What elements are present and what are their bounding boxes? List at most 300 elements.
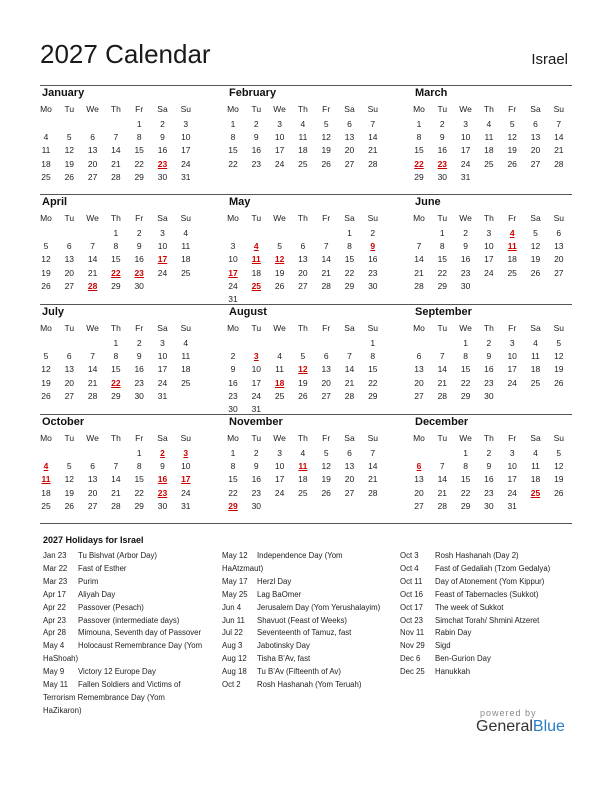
day-cell: 8 xyxy=(439,241,445,252)
weekday-header: Fr xyxy=(135,104,144,114)
day-cell: 13 xyxy=(87,145,98,156)
holiday-date: Mar 22 xyxy=(43,563,68,573)
day-cell: 15 xyxy=(228,474,238,485)
day-cell: 14 xyxy=(321,254,331,265)
day-cell: 12 xyxy=(64,145,75,156)
month-name: January xyxy=(42,87,85,99)
weekday-header: We xyxy=(459,433,472,443)
day-cell: 3 xyxy=(509,448,515,458)
holiday-row xyxy=(222,589,380,602)
holiday-date: May 4 xyxy=(43,641,65,651)
day-cell: 14 xyxy=(87,364,98,375)
holiday-row xyxy=(400,550,550,563)
weekday-header: Su xyxy=(367,213,378,223)
day-cell: 8 xyxy=(113,351,119,362)
weekday-header: Tu xyxy=(251,104,262,114)
day-cell: 29 xyxy=(368,390,378,401)
day-cell: 15 xyxy=(414,145,424,156)
day-cell: 17 xyxy=(251,377,262,388)
day-cell: 24 xyxy=(484,267,494,278)
day-cell: 17 xyxy=(181,145,191,156)
holiday-name: Simchat Torah/ Shmini Atzeret xyxy=(435,615,540,625)
holiday-name: Fallen Soldiers and Victims of xyxy=(78,680,181,690)
day-cell: 16 xyxy=(134,364,144,375)
weekday-header: Mo xyxy=(40,104,52,114)
day-cell: 30 xyxy=(251,500,262,511)
weekday-header: Su xyxy=(553,104,564,114)
day-cell: 29 xyxy=(344,280,355,291)
day-cell: 12 xyxy=(554,461,564,472)
weekday-header: Sa xyxy=(344,323,355,333)
weekday-header: Su xyxy=(180,104,191,114)
day-cell: 10 xyxy=(507,461,517,472)
weekday-header: Su xyxy=(553,213,564,223)
holiday-row xyxy=(222,666,380,679)
weekday-header: Sa xyxy=(344,213,355,223)
day-cell: 31 xyxy=(181,500,191,511)
holiday-row xyxy=(222,576,380,589)
day-cell: 6 xyxy=(533,119,538,129)
holiday-day: 11 xyxy=(298,461,308,472)
weekday-header: Su xyxy=(367,323,378,333)
day-cell: 8 xyxy=(230,461,236,472)
day-cell: 28 xyxy=(554,158,564,169)
day-cell: 23 xyxy=(460,267,471,278)
day-cell: 11 xyxy=(531,461,540,472)
day-cell: 9 xyxy=(160,132,165,143)
holiday-name: Passover (intermediate days) xyxy=(78,615,180,625)
holiday-row xyxy=(222,653,380,666)
day-cell: 14 xyxy=(368,461,378,472)
holiday-day: 4 xyxy=(253,241,259,252)
holiday-day: 23 xyxy=(134,267,144,278)
day-cell: 28 xyxy=(414,280,424,291)
day-cell: 22 xyxy=(437,267,448,278)
day-cell: 7 xyxy=(439,351,445,362)
day-cell: 19 xyxy=(64,487,75,498)
day-cell: 1 xyxy=(416,119,422,129)
day-cell: 10 xyxy=(507,351,517,362)
holiday-date: Oct 2 xyxy=(222,680,241,690)
day-cell: 15 xyxy=(460,364,471,375)
holiday-name: Day of Atonement (Yom Kippur) xyxy=(435,576,545,586)
holiday-row xyxy=(43,563,202,576)
day-cell: 21 xyxy=(87,377,98,388)
holiday-date: Apr 23 xyxy=(43,615,66,625)
day-cell: 1 xyxy=(113,228,119,238)
day-cell: 8 xyxy=(463,351,468,362)
day-cell: 18 xyxy=(41,487,51,498)
month-name: July xyxy=(42,306,65,318)
day-cell: 20 xyxy=(414,377,424,388)
day-cell: 2 xyxy=(463,228,468,238)
day-cell: 11 xyxy=(298,132,308,143)
day-cell: 12 xyxy=(507,132,517,143)
day-cell: 26 xyxy=(64,500,75,511)
day-cell: 5 xyxy=(66,132,72,143)
day-cell: 13 xyxy=(64,254,75,265)
holiday-day: 17 xyxy=(157,254,168,265)
day-cell: 26 xyxy=(321,487,331,498)
day-cell: 13 xyxy=(298,254,308,265)
holiday-day: 3 xyxy=(253,351,259,362)
day-cell: 6 xyxy=(66,351,72,362)
holiday-name: Jabotinsky Day xyxy=(257,641,310,651)
weekday-header: Su xyxy=(180,323,191,333)
day-cell: 29 xyxy=(437,280,448,291)
day-cell: 20 xyxy=(64,267,75,278)
day-cell: 16 xyxy=(157,145,168,156)
month-name: September xyxy=(415,306,472,318)
day-cell: 26 xyxy=(41,280,51,291)
day-cell: 22 xyxy=(228,158,238,169)
day-cell: 3 xyxy=(463,119,468,129)
day-cell: 8 xyxy=(136,132,142,143)
holiday-row xyxy=(222,563,380,576)
day-cell: 27 xyxy=(414,500,424,511)
day-cell: 22 xyxy=(460,487,471,498)
weekday-header: Sa xyxy=(157,104,168,114)
day-cell: 24 xyxy=(157,377,168,388)
day-cell: 10 xyxy=(181,461,191,472)
holiday-date: Apr 22 xyxy=(43,602,66,612)
day-cell: 15 xyxy=(228,145,238,156)
day-cell: 9 xyxy=(439,132,445,143)
day-cell: 1 xyxy=(230,448,236,458)
weekday-header: We xyxy=(86,213,99,223)
holiday-name: Herzl Day xyxy=(257,576,292,586)
day-cell: 28 xyxy=(437,390,448,401)
day-cell: 3 xyxy=(183,119,189,129)
weekday-header: Tu xyxy=(437,323,448,333)
day-cell: 10 xyxy=(157,241,168,252)
day-cell: 30 xyxy=(368,280,378,291)
holiday-day: 29 xyxy=(228,500,238,511)
weekday-header: Su xyxy=(367,433,378,443)
holiday-name: Rosh Hashanah (Day 2) xyxy=(435,551,519,560)
day-cell: 6 xyxy=(90,132,95,143)
month-name: February xyxy=(229,87,277,99)
weekday-header: Sa xyxy=(530,213,541,223)
day-cell: 11 xyxy=(181,241,191,252)
day-cell: 14 xyxy=(414,254,424,265)
day-cell: 8 xyxy=(370,351,376,362)
holiday-name: Sigd xyxy=(435,641,451,651)
day-cell: 25 xyxy=(507,267,517,278)
holiday-name: Holocaust Remembrance Day (Yom xyxy=(78,641,203,651)
holiday-name: Fast of Esther xyxy=(78,563,127,573)
day-cell: 7 xyxy=(416,241,422,252)
holiday-date: Dec 25 xyxy=(400,667,425,677)
holidays-title: 2027 Holidays for Israel xyxy=(43,535,144,545)
holiday-date: May 9 xyxy=(43,667,65,677)
weekday-header: Th xyxy=(110,323,121,333)
holiday-row xyxy=(400,589,550,602)
holiday-date: Nov 11 xyxy=(400,628,425,638)
day-cell: 27 xyxy=(64,390,75,401)
holiday-day: 11 xyxy=(41,474,51,485)
holiday-name: Rosh Hashanah (Yom Teruah) xyxy=(257,680,362,690)
day-cell: 19 xyxy=(554,364,564,375)
weekday-header: Fr xyxy=(322,104,331,114)
day-cell: 6 xyxy=(347,448,352,458)
day-cell: 15 xyxy=(111,364,121,375)
day-cell: 14 xyxy=(111,474,121,485)
day-cell: 20 xyxy=(344,474,355,485)
weekday-header: Tu xyxy=(64,323,75,333)
day-cell: 19 xyxy=(321,474,331,485)
weekday-header: Mo xyxy=(40,213,52,223)
day-cell: 2 xyxy=(253,119,259,129)
day-cell: 30 xyxy=(437,171,448,182)
day-cell: 2 xyxy=(136,338,142,348)
weekday-header: Th xyxy=(483,433,494,443)
day-cell: 27 xyxy=(321,390,331,401)
day-cell: 7 xyxy=(370,119,376,129)
day-cell: 1 xyxy=(136,119,142,129)
day-cell: 10 xyxy=(228,254,238,265)
day-cell: 24 xyxy=(181,158,191,169)
day-cell: 5 xyxy=(43,351,49,362)
day-cell: 21 xyxy=(437,487,448,498)
holiday-row xyxy=(400,627,550,640)
day-cell: 10 xyxy=(274,461,285,472)
holiday-day: 17 xyxy=(181,474,191,485)
holiday-day: 25 xyxy=(251,280,262,291)
day-cell: 15 xyxy=(344,254,355,265)
day-cell: 26 xyxy=(298,390,308,401)
section-divider xyxy=(40,414,572,415)
powered-by-label: powered by xyxy=(480,708,537,718)
day-cell: 2 xyxy=(160,119,165,129)
section-divider xyxy=(40,85,572,86)
holiday-day: 28 xyxy=(87,280,98,291)
day-cell: 5 xyxy=(533,228,538,238)
holiday-date: Oct 17 xyxy=(400,602,423,612)
day-cell: 7 xyxy=(347,351,352,362)
day-cell: 21 xyxy=(437,377,448,388)
day-cell: 19 xyxy=(321,145,331,156)
month-name: November xyxy=(229,416,283,428)
holiday-day: 11 xyxy=(251,254,261,265)
day-cell: 18 xyxy=(181,254,191,265)
day-cell: 29 xyxy=(111,390,121,401)
day-cell: 13 xyxy=(344,461,355,472)
day-cell: 14 xyxy=(87,254,98,265)
weekday-header: Tu xyxy=(64,433,75,443)
holiday-row xyxy=(43,615,202,628)
day-cell: 3 xyxy=(277,448,282,458)
day-cell: 25 xyxy=(41,500,51,511)
holiday-name: Fast of Gedaliah (Tzom Gedalya) xyxy=(435,563,551,573)
day-cell: 28 xyxy=(437,500,448,511)
day-cell: 26 xyxy=(321,158,331,169)
weekday-header: We xyxy=(459,213,472,223)
day-cell: 23 xyxy=(251,158,262,169)
holiday-day: 22 xyxy=(414,158,424,169)
day-cell: 30 xyxy=(157,171,168,182)
holiday-day: 18 xyxy=(274,377,285,388)
weekday-header: We xyxy=(273,433,286,443)
day-cell: 9 xyxy=(253,461,259,472)
day-cell: 25 xyxy=(274,390,285,401)
holiday-date: May 17 xyxy=(222,576,248,586)
day-cell: 17 xyxy=(460,145,471,156)
day-cell: 10 xyxy=(251,364,262,375)
day-cell: 3 xyxy=(230,241,236,252)
holiday-row xyxy=(400,602,550,615)
holiday-column xyxy=(43,550,202,718)
day-cell: 16 xyxy=(437,145,448,156)
day-cell: 13 xyxy=(321,364,331,375)
weekday-header: Th xyxy=(483,323,494,333)
day-cell: 13 xyxy=(64,364,75,375)
day-cell: 19 xyxy=(530,254,541,265)
day-cell: 25 xyxy=(484,158,494,169)
day-cell: 16 xyxy=(484,364,494,375)
holiday-date: Aug 3 xyxy=(222,641,243,651)
brand-general: General xyxy=(476,718,533,735)
weekday-header: We xyxy=(459,104,472,114)
day-cell: 3 xyxy=(160,228,165,238)
day-cell: 21 xyxy=(344,377,355,388)
day-cell: 3 xyxy=(486,228,492,238)
day-cell: 27 xyxy=(87,171,98,182)
day-cell: 24 xyxy=(460,158,471,169)
holiday-day: 4 xyxy=(43,461,49,472)
day-cell: 19 xyxy=(274,267,285,278)
day-cell: 20 xyxy=(64,377,75,388)
day-cell: 8 xyxy=(113,241,119,252)
day-cell: 17 xyxy=(484,254,494,265)
day-cell: 23 xyxy=(484,377,494,388)
day-cell: 17 xyxy=(507,474,517,485)
holiday-name: Hanukkah xyxy=(435,667,471,677)
weekday-header: Mo xyxy=(413,213,425,223)
day-cell: 16 xyxy=(368,254,378,265)
day-cell: 7 xyxy=(90,351,95,362)
day-cell: 20 xyxy=(87,158,98,169)
holiday-column xyxy=(400,550,550,679)
day-cell: 18 xyxy=(298,145,308,156)
day-cell: 30 xyxy=(134,280,144,291)
day-cell: 13 xyxy=(87,474,98,485)
weekday-header: Sa xyxy=(344,104,355,114)
day-cell: 9 xyxy=(136,351,142,362)
day-cell: 30 xyxy=(228,404,238,414)
weekday-header: Fr xyxy=(508,433,517,443)
weekday-header: Tu xyxy=(437,104,448,114)
weekday-header: Tu xyxy=(437,213,448,223)
weekday-header: Th xyxy=(483,104,494,114)
day-cell: 13 xyxy=(530,132,541,143)
weekday-header: Th xyxy=(483,213,494,223)
day-cell: 16 xyxy=(134,254,144,265)
day-cell: 22 xyxy=(228,487,238,498)
holiday-row xyxy=(43,602,202,615)
day-cell: 10 xyxy=(181,132,191,143)
holiday-name: Tisha B’Av, fast xyxy=(257,654,311,664)
holiday-row xyxy=(400,653,550,666)
weekday-header: Fr xyxy=(508,104,517,114)
holiday-row xyxy=(43,550,202,563)
holiday-name: Seventeenth of Tamuz, fast xyxy=(257,628,352,638)
weekday-header: Fr xyxy=(322,433,331,443)
month-name: June xyxy=(415,196,441,208)
day-cell: 15 xyxy=(460,474,471,485)
weekday-header: We xyxy=(459,323,472,333)
day-cell: 6 xyxy=(300,241,306,252)
day-cell: 24 xyxy=(274,158,285,169)
day-cell: 2 xyxy=(370,228,376,238)
day-cell: 26 xyxy=(274,280,285,291)
day-cell: 25 xyxy=(298,158,308,169)
day-cell: 27 xyxy=(414,390,424,401)
holiday-date: Jun 4 xyxy=(222,602,242,612)
day-cell: 18 xyxy=(507,254,517,265)
day-cell: 9 xyxy=(486,351,492,362)
weekday-header: We xyxy=(273,323,286,333)
country-label: Israel xyxy=(531,51,568,68)
day-cell: 20 xyxy=(530,145,541,156)
day-cell: 5 xyxy=(323,119,329,129)
day-cell: 1 xyxy=(439,228,445,238)
day-cell: 9 xyxy=(486,461,492,472)
holiday-day: 23 xyxy=(157,487,168,498)
holiday-name: Feast of Tabernacles (Sukkot) xyxy=(435,589,539,599)
day-cell: 27 xyxy=(344,487,355,498)
weekday-header: We xyxy=(273,213,286,223)
day-cell: 5 xyxy=(43,241,49,252)
holiday-date: Jul 22 xyxy=(222,628,243,638)
weekday-header: We xyxy=(86,433,99,443)
month-name: August xyxy=(229,306,267,318)
day-cell: 27 xyxy=(554,267,564,278)
day-cell: 14 xyxy=(437,474,448,485)
weekday-header: Mo xyxy=(413,104,425,114)
day-cell: 21 xyxy=(368,145,378,156)
day-cell: 24 xyxy=(228,280,238,291)
day-cell: 7 xyxy=(90,241,95,252)
day-cell: 8 xyxy=(230,132,236,143)
day-cell: 5 xyxy=(300,351,306,362)
day-cell: 15 xyxy=(368,364,378,375)
day-cell: 9 xyxy=(160,461,165,472)
weekday-header: Tu xyxy=(64,213,75,223)
weekday-header: Su xyxy=(180,433,191,443)
holiday-day: 12 xyxy=(298,364,308,375)
day-cell: 28 xyxy=(321,280,331,291)
day-cell: 4 xyxy=(43,132,49,143)
holiday-name: Rabin Day xyxy=(435,628,472,638)
weekday-header: We xyxy=(86,104,99,114)
day-cell: 29 xyxy=(134,500,144,511)
page-title: 2027 Calendar xyxy=(40,39,211,69)
weekday-header: We xyxy=(273,104,286,114)
day-cell: 31 xyxy=(251,404,262,414)
holiday-name: HaShoah) xyxy=(43,654,79,664)
day-cell: 7 xyxy=(556,119,562,129)
weekday-header: Th xyxy=(110,213,121,223)
section-divider xyxy=(40,194,572,195)
day-cell: 22 xyxy=(134,487,144,498)
day-cell: 12 xyxy=(41,364,51,375)
day-cell: 19 xyxy=(507,145,517,156)
day-cell: 5 xyxy=(277,241,282,252)
day-cell: 26 xyxy=(507,158,517,169)
day-cell: 15 xyxy=(134,145,144,156)
weekday-header: Mo xyxy=(413,323,425,333)
